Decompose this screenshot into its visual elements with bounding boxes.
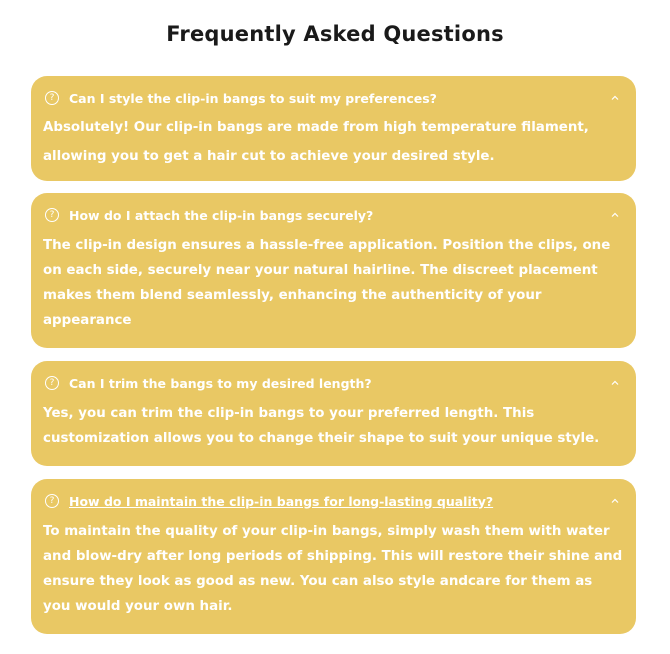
question-circle-icon: ? (45, 494, 59, 508)
faq-question-toggle[interactable] (43, 207, 624, 223)
faq-question: How do I attach the clip-in bangs securely? (69, 207, 374, 223)
chevron-up-icon[interactable] (610, 496, 620, 506)
faq-item (31, 361, 636, 466)
faq-answer: The clip-in design ensures a hassle-free application. Position the clips, one on each side, securely near your natural hairline. The discreet placement makes them blend seamlessly, enhancing the authenticity of your appearance (43, 238, 611, 328)
chevron-up-icon[interactable] (610, 93, 620, 103)
faq-question-toggle[interactable] (43, 493, 624, 509)
faq-answer: To maintain the quality of your clip-in bangs, simply wash them with water and blow-dry after long periods of shipping. This will restore their shine and ensure they look as good as new. You can also style andcare for them as you would your own hair. (43, 524, 623, 614)
faq-item (31, 193, 636, 348)
page-title: Frequently Asked Questions (166, 22, 504, 46)
question-circle-icon: ? (45, 91, 59, 105)
faq-question-toggle[interactable] (43, 375, 624, 391)
faq-item (31, 76, 636, 181)
question-circle-icon: ? (45, 208, 59, 222)
faq-question: Can I style the clip-in bangs to suit my preferences? (69, 90, 437, 106)
faq-question: Can I trim the bangs to my desired length? (69, 375, 372, 391)
question-circle-icon: ? (45, 376, 59, 390)
faq-question: How do I maintain the clip-in bangs for long-lasting quality? (69, 493, 494, 509)
faq-answer: Yes, you can trim the clip-in bangs to your preferred length. This customization allows you to change their shape to suit your unique style. (43, 406, 600, 446)
faq-answer: Absolutely! Our clip-in bangs are made from high temperature filament, allowing you to get a hair cut to achieve your desired style. (43, 120, 589, 164)
faq-question-toggle[interactable] (43, 90, 624, 106)
chevron-up-icon[interactable] (610, 210, 620, 220)
chevron-up-icon[interactable] (610, 378, 620, 388)
faq-item (31, 479, 636, 634)
